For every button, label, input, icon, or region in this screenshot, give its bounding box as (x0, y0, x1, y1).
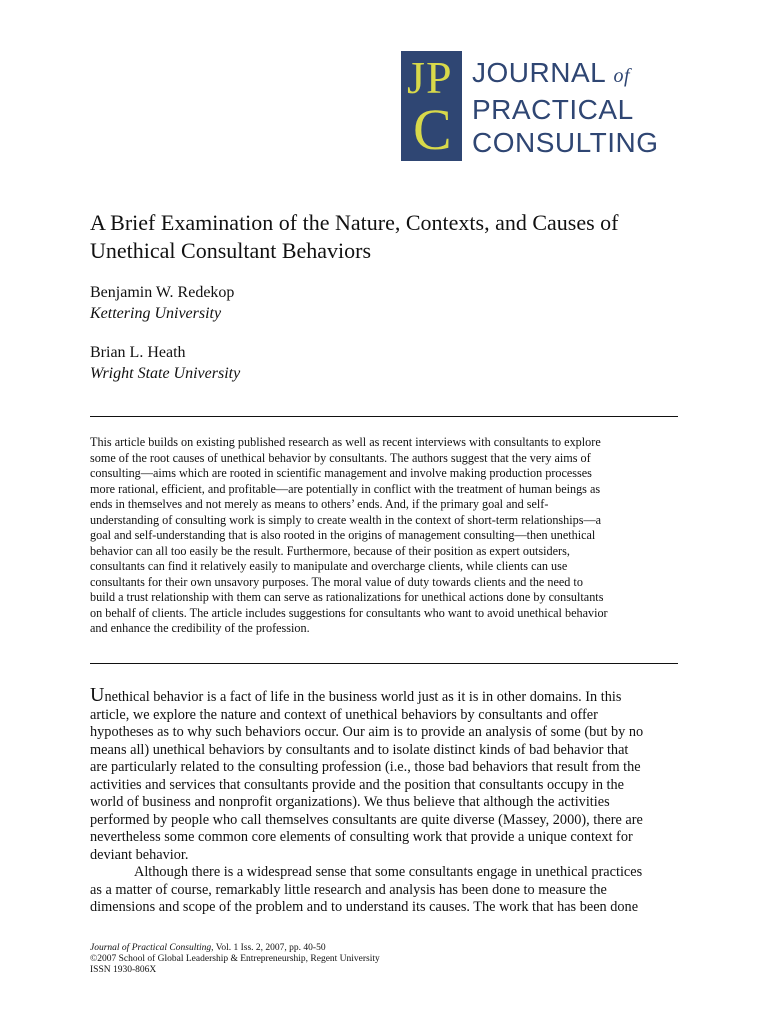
body-line: Although there is a widespread sense that some consultants engage in unethical practices (134, 864, 643, 880)
body-line: dimensions and scope of the problem and to understand its causes. The work that has been done (90, 899, 639, 915)
abstract-line: more rational, efficient, and profitable—are potentially in conflict with the treatment of human beings as (90, 481, 601, 496)
footer-issn: ISSN 1930-806X (90, 965, 157, 975)
title-line-1: A Brief Examination of the Nature, Contexts, and Causes of (90, 210, 619, 235)
drop-cap: U (90, 684, 105, 706)
logo-of: of (613, 65, 630, 87)
abstract-line: on behalf of clients. The article includes suggestions for consultants who want to avoid unethical behavior (90, 605, 608, 620)
logo-line-1 (472, 56, 659, 93)
abstract-line: ends in themselves and not merely as means to others’ ends. And, if the primary goal and self- (90, 497, 549, 511)
abstract-line: consultants for their own unsavory purposes. The moral value of duty towards clients and the need to (90, 574, 583, 589)
abstract-line: consultants can find it relatively easily to manipulate and overcharge clients, while clients can use (90, 559, 568, 573)
body-line: hypotheses as to why such behaviors occur. Our aim is to provide an analysis of some (but by no (90, 724, 644, 740)
logo-line-3: CONSULTING (472, 127, 659, 158)
logo-wordmark (472, 56, 659, 159)
abstract-line: understanding of consulting work is simply to create wealth in the context of short-term relationships—a (90, 512, 602, 527)
author-name: Benjamin W. Redekop (90, 284, 235, 301)
page-footer (90, 943, 590, 976)
paragraph-1 (90, 684, 680, 864)
body-line: world of business and nonprofit organizations). We thus believe that although the activities (90, 794, 610, 810)
footer-volume: , Vol. 1 Iss. 2, 2007, pp. 40-50 (211, 943, 326, 953)
footer-journal-name: Journal of Practical Consulting (90, 943, 212, 953)
jpc-logo-mark (401, 51, 462, 161)
abstract-line: behavior can all too easily be the result. Furthermore, because of their position as expert outsiders, (90, 543, 570, 558)
author-name: Brian L. Heath (90, 344, 186, 361)
paragraph-1-line-1 (90, 684, 622, 706)
logo-line-2: PRACTICAL (472, 94, 634, 125)
body-line: article, we explore the nature and context of unethical behaviors by consultants and offer (90, 706, 598, 723)
abstract (90, 435, 680, 637)
abstract-line: build a trust relationship with them can serve as rationalizations for unethical actions done by consultants (90, 590, 604, 604)
footer-copyright: ©2007 School of Global Leadership & Entrepreneurship, Regent University (90, 954, 380, 964)
abstract-line: goal and self-understanding that is also rooted in the origins of management consulting—then unethical (90, 528, 596, 542)
divider-top (90, 416, 678, 417)
abstract-line: This article builds on existing published research as well as recent interviews with consultants to explore (90, 435, 601, 449)
body-line: as a matter of course, remarkably little research and analysis has been done to measure the (90, 881, 607, 898)
title-line-2: Unethical Consultant Behaviors (90, 238, 372, 263)
body-line: nevertheless some common core elements of consulting work that provide a unique context for (90, 829, 633, 845)
abstract-line: and enhance the credibility of the profession. (90, 621, 310, 635)
logo-journal: JOURNAL (472, 57, 606, 88)
author-1 (90, 282, 234, 324)
logo-letter-p: P (426, 52, 452, 103)
article-body (90, 684, 680, 917)
footer-citation (90, 943, 590, 954)
article-title (90, 209, 690, 265)
journal-logo (401, 51, 659, 161)
body-line: means all) unethical behaviors by consultants and to isolate distinct kinds of bad behavior that (90, 741, 629, 758)
author-affiliation: Wright State University (90, 365, 241, 382)
divider-bottom (90, 663, 678, 664)
logo-letter-j: J (407, 52, 425, 103)
body-line: are particularly related to the consulting profession (i.e., those bad behaviors that result from the (90, 759, 641, 775)
body-line: performed by people who call themselves consultants are quite diverse (Massey, 2000), there are (90, 811, 643, 828)
author-affiliation: Kettering University (90, 305, 222, 322)
abstract-line: some of the root causes of unethical behavior by consultants. The authors suggest that the very aims of (90, 450, 591, 465)
body-line: deviant behavior. (90, 846, 189, 863)
abstract-line: consulting—aims which are rooted in scientific management and involve making production processes (90, 466, 592, 480)
author-2 (90, 342, 240, 384)
body-line: activities and services that consultants provide and the position that consultants occupy in the (90, 776, 625, 793)
logo-letter-c: C (413, 97, 452, 161)
paragraph-2 (90, 864, 680, 917)
body-text-run: nethical behavior is a fact of life in the business world just as it is in other domains. In this (104, 689, 622, 705)
